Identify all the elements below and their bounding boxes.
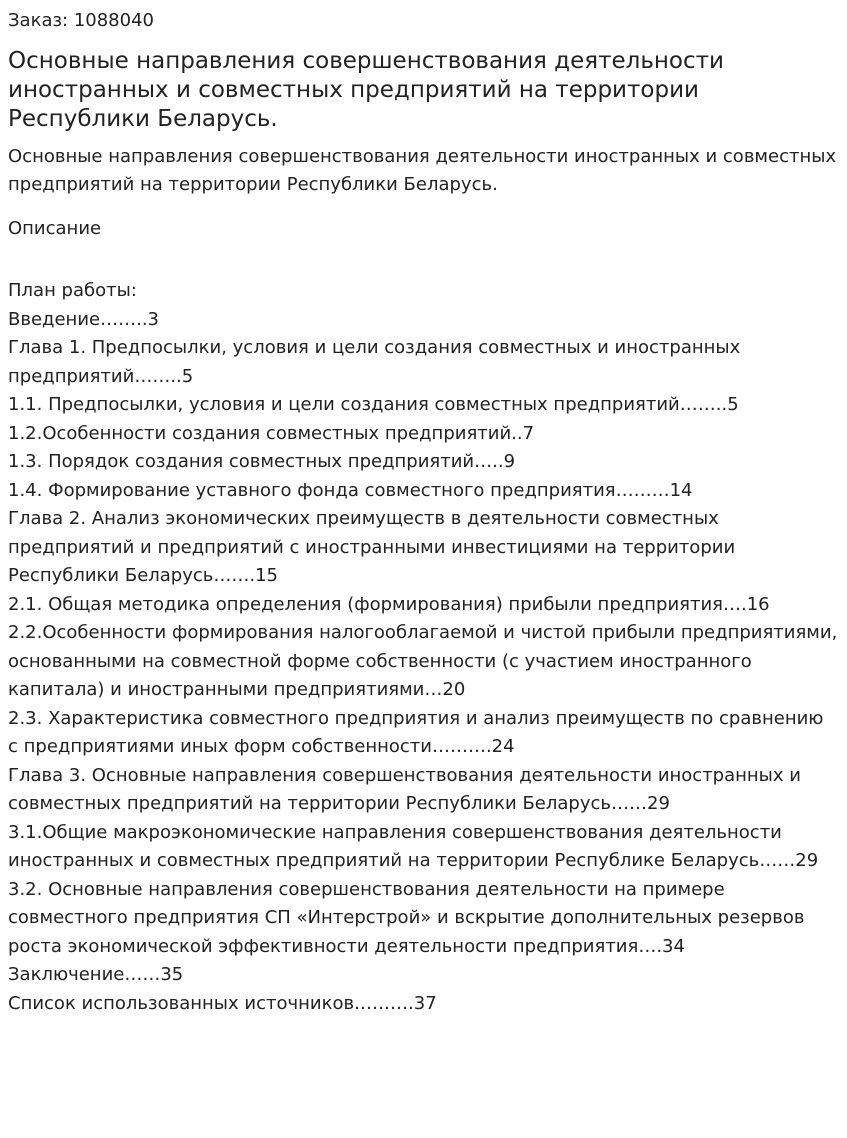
page-title: Основные направления совершенствования деятельности иностранных и совместных предприятий на территории Республики Беларусь. xyxy=(8,48,724,132)
page-subtitle: Основные направления совершенствования деятельности иностранных и совместных предприятий на территории Республики Беларусь. xyxy=(8,146,837,195)
toc-item-1-1: 1.1. Предпосылки, условия и цели создания совместных предприятий……..5 xyxy=(8,394,739,415)
toc-item-introduction: Введение……..3 xyxy=(8,308,159,330)
toc-item-1-3: 1.3. Порядок создания совместных предприятий…..9 xyxy=(8,451,516,472)
toc-item-2-1: 2.1. Общая методика определения (формирования) прибыли предприятия….16 xyxy=(8,593,770,615)
plan-heading: План работы: xyxy=(8,280,137,301)
toc-item-3-1: 3.1.Общие макроэкономические направления совершенствования деятельности иностранных и совместных предприятий на территории Республике Беларусь……29 xyxy=(8,821,819,871)
toc-item-2-2: 2.2.Особенности формирования налогооблагаемой и чистой прибыли предприятиями, основанными на совместной форме собственности (с участием иностранного капитала) и иностранными предприятиями…20 xyxy=(8,622,838,700)
toc-item-3-2: 3.2. Основные направления совершенствования деятельности на примере совместного предприятия СП «Интерстрой» и вскрытие дополнительных резервов роста экономической эффективности деятельности предприятия….34 xyxy=(8,878,805,957)
toc-item-conclusion: Заключение……35 xyxy=(8,964,184,985)
toc-item-chapter-2: Глава 2. Анализ экономических преимуществ в деятельности совместных предприятий и предприятий с иностранными инвестициями на территории Республики Беларусь…….15 xyxy=(8,508,736,586)
toc-item-1-4: 1.4. Формирование уставного фонда совместного предприятия………14 xyxy=(8,479,693,501)
table-of-contents xyxy=(8,306,839,1019)
order-number: Заказ: 1088040 xyxy=(8,10,154,31)
toc-item-chapter-3: Глава 3. Основные направления совершенствования деятельности иностранных и совместных предприятий на территории Республики Беларусь……29 xyxy=(8,764,801,814)
toc-item-2-3: 2.3. Характеристика совместного предприятия и анализ преимуществ по сравнению с предприятиями иных форм собственности……….24 xyxy=(8,707,824,757)
description-heading: Описание xyxy=(8,218,102,239)
toc-item-references: Список использованных источников……….37 xyxy=(8,992,437,1014)
toc-item-chapter-1: Глава 1. Предпосылки, условия и цели создания совместных и иностранных предприятий……..5 xyxy=(8,337,741,387)
toc-item-1-2: 1.2.Особенности создания совместных предприятий..7 xyxy=(8,422,535,444)
